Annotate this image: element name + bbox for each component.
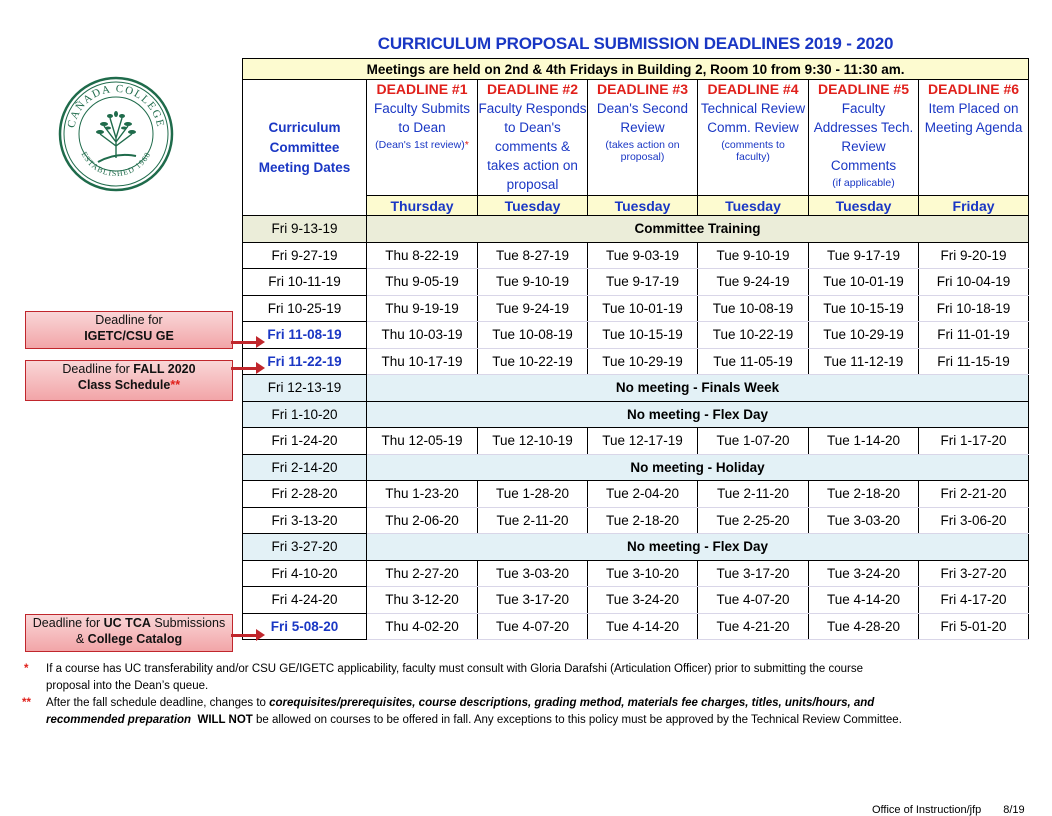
callout-fall-schedule: Deadline for FALL 2020 Class Schedule** (25, 360, 233, 401)
table-row (243, 269, 1029, 296)
deadline-date-cell: Tue 9-10-19 (478, 269, 588, 296)
table-row (243, 613, 1029, 640)
deadline-date-cell: Tue 4-14-20 (809, 587, 919, 614)
deadline-date-cell: Tue 10-22-19 (698, 322, 809, 349)
deadline-date-cell: Tue 12-10-19 (478, 428, 588, 455)
deadline-date-cell: Tue 9-24-19 (478, 295, 588, 322)
deadline-date-cell: Tue 11-12-19 (809, 348, 919, 375)
deadline-date-cell: Fri 3-27-20 (919, 560, 1029, 587)
deadline-date-cell: Tue 8-27-19 (478, 242, 588, 269)
callout-uc-tca: Deadline for UC TCA Submissions & College Catalog (25, 614, 233, 652)
deadline-date-cell: Tue 2-18-20 (809, 481, 919, 508)
table-row (243, 428, 1029, 455)
deadline-date-cell: Thu 10-17-19 (367, 348, 478, 375)
deadlines-table (242, 58, 1029, 640)
meeting-notice: Meetings are held on 2nd & 4th Fridays in Building 2, Room 10 from 9:30 - 11:30 am. (243, 59, 1029, 80)
deadline-date-cell: Tue 3-03-20 (809, 507, 919, 534)
deadline-date-cell: Tue 10-22-19 (478, 348, 588, 375)
meeting-date-cell: Fri 3-13-20 (243, 507, 367, 534)
deadline-date-cell: Tue 2-11-20 (698, 481, 809, 508)
meeting-date-cell: Fri 1-10-20 (243, 401, 367, 428)
training-note: Committee Training (367, 216, 1029, 243)
logo-text-bottom: ESTABLISHED 1968 (79, 150, 153, 179)
table-row (243, 295, 1029, 322)
footer-office: Office of Instruction/jfp (872, 804, 982, 816)
footnotes (24, 661, 1034, 729)
deadline-4-header: DEADLINE #4 Technical Review Comm. Review (comments to faculty) (698, 80, 809, 196)
no-meeting-note: No meeting - Finals Week (367, 375, 1029, 402)
deadline-date-cell: Fri 4-17-20 (919, 587, 1029, 614)
deadline-date-cell: Tue 2-04-20 (588, 481, 698, 508)
meeting-date-cell: Fri 3-27-20 (243, 534, 367, 561)
deadline-date-cell: Tue 12-17-19 (588, 428, 698, 455)
deadline-5-header: DEADLINE #5 Faculty Addresses Tech. Review Comments (if applicable) (809, 80, 919, 196)
deadline-date-cell: Fri 11-01-19 (919, 322, 1029, 349)
meeting-date-cell: Fri 11-22-19 (243, 348, 367, 375)
college-seal-logo (58, 76, 174, 192)
deadline-date-cell: Tue 2-25-20 (698, 507, 809, 534)
deadline-date-cell: Tue 1-14-20 (809, 428, 919, 455)
deadline-date-cell: Tue 2-11-20 (478, 507, 588, 534)
deadline-date-cell: Tue 1-07-20 (698, 428, 809, 455)
deadline-3-header: DEADLINE #3 Dean's Second Review (takes action on proposal) (588, 80, 698, 196)
day-of-week-3: Tuesday (588, 196, 698, 216)
deadline-date-cell: Tue 9-17-19 (588, 269, 698, 296)
day-of-week-6: Friday (919, 196, 1029, 216)
deadline-date-cell: Fri 10-04-19 (919, 269, 1029, 296)
table-row (243, 216, 1029, 243)
deadline-date-cell: Fri 3-06-20 (919, 507, 1029, 534)
table-row (243, 481, 1029, 508)
deadline-date-cell: Thu 3-12-20 (367, 587, 478, 614)
asterisk-marker: * (464, 139, 469, 151)
deadline-date-cell: Thu 1-23-20 (367, 481, 478, 508)
deadline-date-cell: Tue 3-17-20 (478, 587, 588, 614)
deadline-date-cell: Tue 4-28-20 (809, 613, 919, 640)
deadline-date-cell: Tue 2-18-20 (588, 507, 698, 534)
deadline-date-cell: Fri 1-17-20 (919, 428, 1029, 455)
deadline-date-cell: Tue 10-01-19 (588, 295, 698, 322)
meeting-date-cell: Fri 9-27-19 (243, 242, 367, 269)
arrow-right-icon (231, 367, 261, 370)
day-of-week-5: Tuesday (809, 196, 919, 216)
deadline-1-header: DEADLINE #1 Faculty Submits to Dean (Dean's 1st review)* (367, 80, 478, 196)
table-row (243, 534, 1029, 561)
footnote-1: * If a course has UC transferability and/or CSU GE/IGETC applicability, faculty must consult with Gloria Darafshi (Articulation Officer) prior to submitting the course proposal into the Dean’s queue. (24, 663, 864, 692)
no-meeting-note: No meeting - Flex Day (367, 534, 1029, 561)
deadline-date-cell: Tue 1-28-20 (478, 481, 588, 508)
deadline-date-cell: Tue 9-24-19 (698, 269, 809, 296)
meeting-date-cell: Fri 9-13-19 (243, 216, 367, 243)
footnote-2: ** After the fall schedule deadline, changes to corequisites/prerequisites, course descriptions, grading method, materials fee charges, titles, units/hours, and recommended preparation WILL NOT be allowed on courses to be offered in fall. Any exceptions to this policy must be approved by the Technical Review Committee. (22, 697, 902, 726)
table-row (243, 454, 1029, 481)
deadline-date-cell: Tue 10-08-19 (698, 295, 809, 322)
deadline-6-header: DEADLINE #6 Item Placed on Meeting Agenda (919, 80, 1029, 196)
page-footer (872, 804, 1025, 816)
schedule-rows (243, 216, 1029, 640)
deadline-date-cell: Tue 11-05-19 (698, 348, 809, 375)
deadline-date-cell: Tue 3-10-20 (588, 560, 698, 587)
deadline-date-cell: Tue 3-17-20 (698, 560, 809, 587)
deadline-date-cell: Tue 10-01-19 (809, 269, 919, 296)
table-row (243, 560, 1029, 587)
deadline-date-cell: Tue 10-29-19 (809, 322, 919, 349)
deadline-date-cell: Thu 10-03-19 (367, 322, 478, 349)
deadline-date-cell: Thu 8-22-19 (367, 242, 478, 269)
day-of-week-1: Thursday (367, 196, 478, 216)
day-of-week-4: Tuesday (698, 196, 809, 216)
deadline-date-cell: Fri 2-21-20 (919, 481, 1029, 508)
deadline-2-header: DEADLINE #2 Faculty Responds to Dean's comments & takes action on proposal (478, 80, 588, 196)
table-row (243, 507, 1029, 534)
meeting-date-cell: Fri 2-14-20 (243, 454, 367, 481)
deadline-date-cell: Thu 9-05-19 (367, 269, 478, 296)
table-row (243, 322, 1029, 349)
footer-date: 8/19 (1003, 804, 1025, 816)
arrow-right-icon (231, 341, 261, 344)
meeting-date-cell: Fri 12-13-19 (243, 375, 367, 402)
deadline-date-cell: Fri 11-15-19 (919, 348, 1029, 375)
meeting-date-cell: Fri 1-24-20 (243, 428, 367, 455)
no-meeting-note: No meeting - Holiday (367, 454, 1029, 481)
arrow-right-icon (231, 634, 261, 637)
table-row (243, 242, 1029, 269)
deadline-date-cell: Fri 10-18-19 (919, 295, 1029, 322)
deadline-date-cell: Tue 10-15-19 (588, 322, 698, 349)
page-title: CURRICULUM PROPOSAL SUBMISSION DEADLINES 2019 - 2020 (377, 34, 894, 53)
table-row (243, 401, 1029, 428)
tree-seal-icon (96, 111, 136, 162)
deadline-date-cell: Tue 3-03-20 (478, 560, 588, 587)
deadline-date-cell: Tue 4-14-20 (588, 613, 698, 640)
deadline-date-cell: Tue 4-07-20 (698, 587, 809, 614)
no-meeting-note: No meeting - Flex Day (367, 401, 1029, 428)
table-row (243, 375, 1029, 402)
deadline-date-cell: Tue 4-07-20 (478, 613, 588, 640)
logo-text-top: CAÑADA COLLEGE (65, 82, 167, 130)
meeting-dates-header: Curriculum Committee Meeting Dates (243, 80, 367, 216)
deadline-date-cell: Thu 9-19-19 (367, 295, 478, 322)
deadline-date-cell: Thu 2-06-20 (367, 507, 478, 534)
deadline-date-cell: Tue 10-15-19 (809, 295, 919, 322)
deadline-date-cell: Tue 3-24-20 (809, 560, 919, 587)
deadline-date-cell: Fri 9-20-19 (919, 242, 1029, 269)
deadline-date-cell: Tue 10-29-19 (588, 348, 698, 375)
meeting-date-cell: Fri 4-24-20 (243, 587, 367, 614)
deadline-date-cell: Tue 4-21-20 (698, 613, 809, 640)
meeting-date-cell: Fri 4-10-20 (243, 560, 367, 587)
deadline-date-cell: Tue 3-24-20 (588, 587, 698, 614)
meeting-date-cell: Fri 5-08-20 (243, 613, 367, 640)
deadline-date-cell: Thu 2-27-20 (367, 560, 478, 587)
deadline-date-cell: Thu 4-02-20 (367, 613, 478, 640)
meeting-date-cell: Fri 10-11-19 (243, 269, 367, 296)
day-of-week-2: Tuesday (478, 196, 588, 216)
meeting-date-cell: Fri 2-28-20 (243, 481, 367, 508)
deadline-date-cell: Tue 9-10-19 (698, 242, 809, 269)
deadline-date-cell: Tue 9-17-19 (809, 242, 919, 269)
meeting-date-cell: Fri 11-08-19 (243, 322, 367, 349)
deadline-date-cell: Thu 12-05-19 (367, 428, 478, 455)
meeting-date-cell: Fri 10-25-19 (243, 295, 367, 322)
deadline-date-cell: Tue 9-03-19 (588, 242, 698, 269)
table-row (243, 348, 1029, 375)
callout-igetc: Deadline for IGETC/CSU GE (25, 311, 233, 349)
deadline-date-cell: Tue 10-08-19 (478, 322, 588, 349)
table-row (243, 587, 1029, 614)
deadline-date-cell: Fri 5-01-20 (919, 613, 1029, 640)
